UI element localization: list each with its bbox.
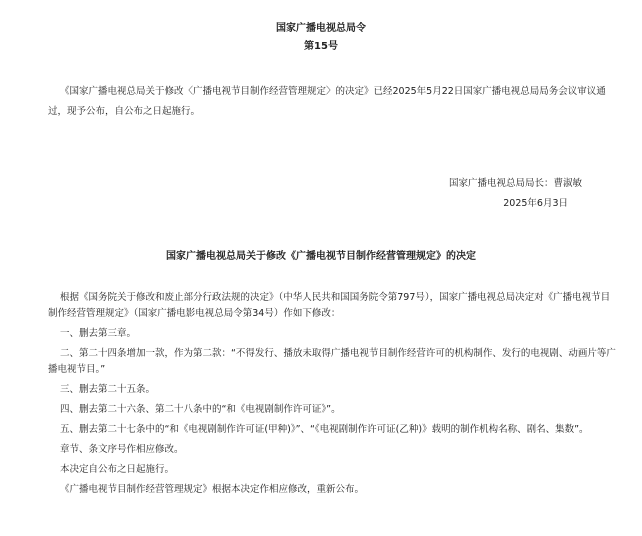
decision-title: 国家广播电视总局关于修改《广播电视节目制作经营管理规定》的决定 [166, 251, 476, 262]
decision-body [48, 290, 618, 502]
order-number: 第15号 [304, 41, 338, 52]
intro-paragraph: 《国家广播电视总局关于修改〈广播电视节目制作经营管理规定〉的决定》已经2025年5月22日国家广播电视总局局务会议审议通过，现予公布，自公布之日起施行。 [48, 86, 606, 117]
paragraph: 五、删去第二十七条中的“和《电视剧制作许可证(甲种)》”、“《电视剧制作许可证(乙种)》载明的制作机构名称、剧名、集数”。 [60, 424, 589, 435]
paragraph: 二、第二十四条增加一款，作为第二款：“不得发行、播放未取得广播电视节目制作经营许可的机构制作、发行的电视剧、动画片等广播电视节目。” [48, 348, 616, 375]
paragraph: 根据《国务院关于修改和废止部分行政法规的决定》（中华人民共和国国务院令第797号），国家广播电视总局决定对《广播电视节目制作经营管理规定》（国家广播电影电视总局令第34号）作如下修改： [48, 292, 611, 319]
signature-block [449, 174, 582, 214]
paragraph: 三、删去第二十五条。 [60, 384, 156, 395]
paragraph: 章节、条文序号作相应修改。 [60, 444, 184, 455]
paragraph: 一、删去第三章。 [60, 328, 137, 339]
paragraph: 本决定自公布之日起施行。 [60, 464, 175, 475]
paragraph: 《广播电视节目制作经营管理规定》根据本决定作相应修改，重新公布。 [60, 484, 365, 495]
signer: 国家广播电视总局局长：曹淑敏 [448, 178, 582, 189]
order-title: 国家广播电视总局令 [276, 23, 366, 34]
paragraph: 四、删去第二十六条、第二十八条中的“和《电视剧制作许可证》”。 [60, 404, 341, 415]
signature-date: 2025年6月3日 [503, 198, 568, 209]
